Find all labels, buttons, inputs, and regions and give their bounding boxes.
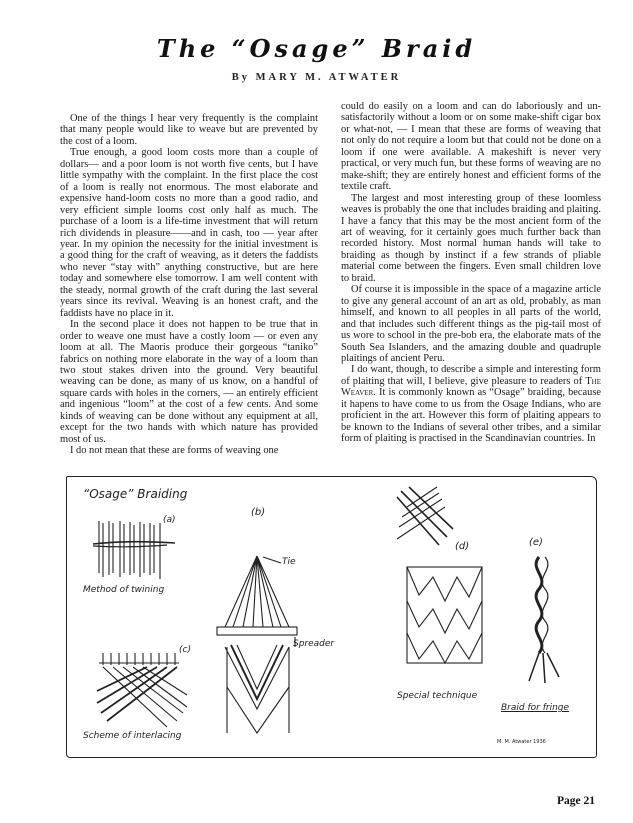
panel-caption-d: Special technique xyxy=(397,691,478,701)
illustration-frame xyxy=(66,476,597,758)
twining-diagram-icon xyxy=(93,521,175,579)
text-run: It is commonly known as “Osage” braiding, because it hapens to have come to us from the Osage Indians, who are proficient in the art. However this form of plaiting appears to be known to the Indians of several other tribes, and a similar form of plaiting is practised in the Scandinavian countries. In xyxy=(341,387,601,445)
panel-marker-a: (a) xyxy=(163,515,176,525)
magazine-name: The Weaver. xyxy=(341,375,601,399)
fringe-braid-icon xyxy=(529,557,559,683)
braiding-illustration xyxy=(67,477,598,759)
panel-marker-b: (b) xyxy=(251,507,266,518)
article-byline: By MARY M. ATWATER xyxy=(231,72,402,83)
panel-marker-d: (d) xyxy=(455,541,470,552)
right-text-column xyxy=(341,101,601,445)
paragraph: One of the things I hear very frequently is the complaint that many people would like to weave but are prevented by the cost of a loom. xyxy=(60,113,318,147)
left-text-column xyxy=(60,113,318,457)
spreader-braid-icon xyxy=(217,556,297,733)
paragraph: True enough, a good loom costs more than a couple of dollars— and a poor loom is not worth five cents, but I have little sympathy with the complaint. In the first place the cost of a loom is really not enormous. The most elaborate and expensive hand-loom costs no more than a good radio, and very efficient simple looms cost only half as much. The purchase of a loom is a life-time investment that will return rich dividends in pleasure——and in cash, too — year after year. In my opinion the necessity for the initial investment is a good thing for the craft of weaving, as it deters the faddists who never “stay with” anything constructive, but are here today and somewhere else tomorrow. I am well content with the steady, normal growth of the craft during the last several years since its revival. Weaving is an honest craft, and the faddists have no place in it. xyxy=(60,147,318,319)
panel-marker-e: (e) xyxy=(529,537,543,548)
figure-heading: “Osage” Braiding xyxy=(83,487,188,501)
label-tie: Tie xyxy=(282,557,296,567)
paragraph: Of course it is impossible in the space of a magazine article to give any general account of an art as old, probably, as man himself, and known to all peoples in all parts of the world, and that includes such different things as the pig-tail most of us wore to school in the pre-bob era, the elaborate mats of the South Sea Islanders, and the amazing double and quadruple plaitings of ancient Peru. xyxy=(341,284,601,364)
panel-caption-a: Method of twining xyxy=(83,585,165,595)
paragraph xyxy=(341,364,601,444)
paragraph: In the second place it does not happen to be true that in order to weave one must have a costly loom — or even any loom at all. The Maoris produce their gorgeous “taniko” fabrics on nothing more elaborate in the way of a loom than two stout stakes driven into the ground. Very beautiful weaving can be done, as many of us know, on a handful of square cards with holes in the corners, — an entirely efficient and ingenious “loom” at the cost of a few cents. And some kinds of weaving can be done without any equipment at all, except for the two hands with which nature has provided most of us. xyxy=(60,319,318,445)
panel-marker-c: (c) xyxy=(179,645,191,655)
artist-signature: M. M. Atwater 1936 xyxy=(497,739,546,745)
paragraph: The largest and most interesting group of these loomless weaves is probably the one that includes braiding and plaiting. I have a fancy that this may be the most ancient form of the art of weaving, for it certainly goes much further back than recorded history. Most normal human hands will take to braiding as though by instinct if a few strands of pliable material come between the fingers. Even small children love to braid. xyxy=(341,192,601,284)
panel-caption-c: Scheme of interlacing xyxy=(83,731,182,741)
article-title: The “Osage” Braid xyxy=(156,34,477,63)
page-number: Page 21 xyxy=(557,795,596,807)
special-technique-diagram-icon xyxy=(397,487,482,663)
interlacing-diagram-icon xyxy=(97,653,187,727)
panel-caption-e: Braid for fringe xyxy=(501,703,570,713)
label-spreader: Spreader xyxy=(293,639,335,649)
text-run: I do want, though, to describe a simple and interesting form of plaiting that will, I believe, give pleasure to readers of xyxy=(341,364,601,387)
paragraph: I do not mean that these are forms of weaving one xyxy=(70,445,279,457)
paragraph: could do easily on a loom and can do laboriously and unsatisfactorily without a loom or on some make-shift cigar box or what-not, — I mean that these are forms of weaving that not only do not require a loom but that could not be done on a loom if one were available. A makeshift is never very practical, or very much fun, but these forms of weaving are no make-shift; they are entirely honest and efficient forms of the textile craft. xyxy=(341,101,601,193)
